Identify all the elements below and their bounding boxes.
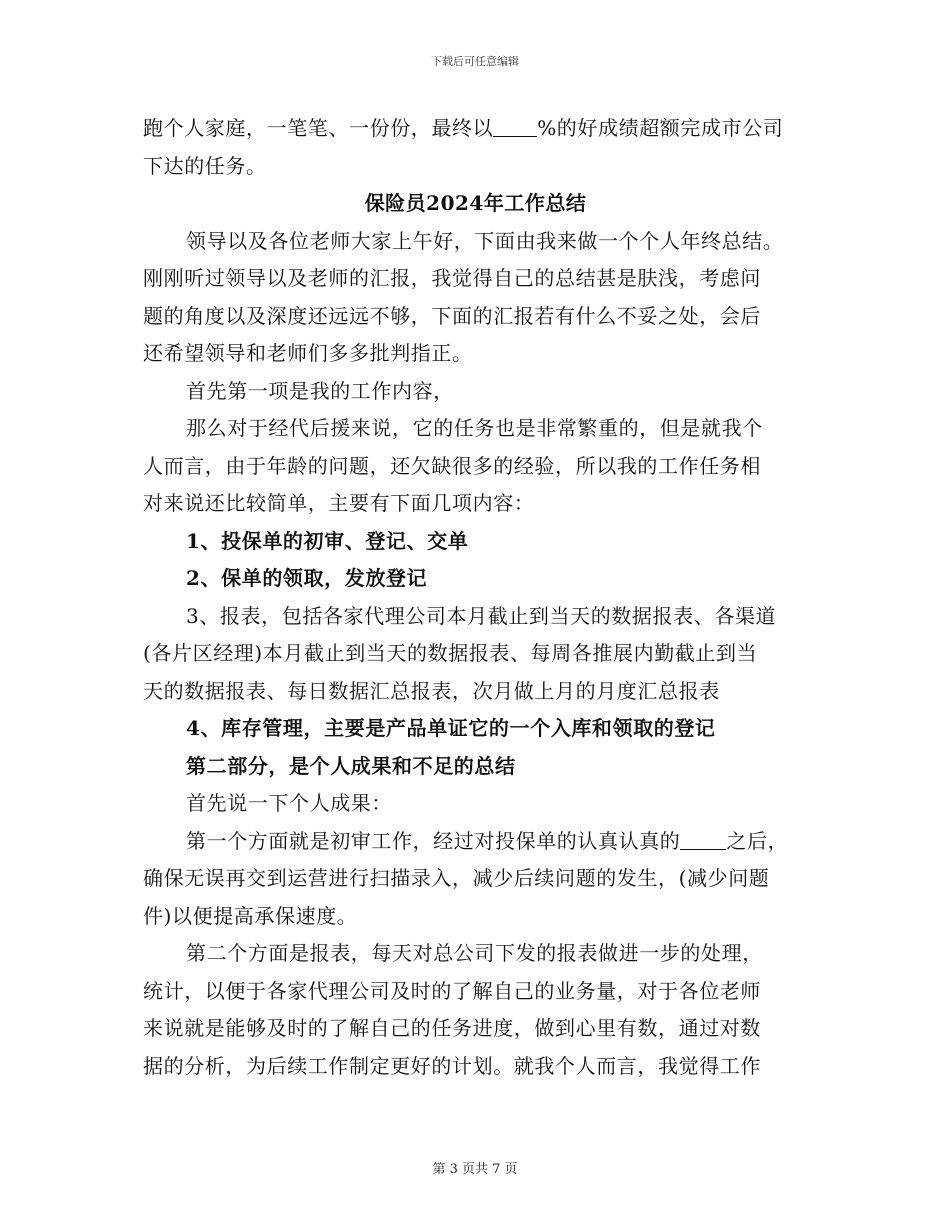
fill-in-blank [493, 118, 537, 137]
list-item: 4、库存管理，主要是产品单证它的一个入库和领取的登记 [186, 716, 716, 740]
text-run: 跑个人家庭，一笔笔、一份份，最终以 [143, 116, 494, 140]
section-heading: 第二部分，是个人成果和不足的总结 [186, 753, 516, 778]
paragraph-line: 第二个方面是报表，每天对总公司下发的报表做进一步的处理， [186, 941, 763, 965]
paragraph-line: 那么对于经代后援来说，它的任务也是非常繁重的，但是就我个 [186, 416, 763, 440]
paragraph-line: (各片区经理)本月截止到当天的数据报表、每周各推展内勤截止到当 [143, 641, 758, 665]
paragraph-line: 首先第一项是我的工作内容， [186, 378, 454, 403]
paragraph-line: 人而言，由于年龄的问题，还欠缺很多的经验，所以我的工作任务相 [143, 453, 761, 478]
page-indicator: 第 3 页共 7 页 [432, 1162, 518, 1177]
paragraph-line: 确保无误再交到运营进行扫描录入，减少后续问题的发生，(减少问题 [143, 866, 770, 890]
paragraph-line: 来说就是能够及时的了解自己的任务进度，做到心里有数，通过对数 [143, 1016, 761, 1040]
paragraph-line: 统计，以便于各家代理公司及时的了解自己的业务量，对于各位老师 [143, 978, 761, 1003]
list-item: 1、投保单的初审、登记、交单 [186, 528, 469, 553]
paragraph-line: 首先说一下个人成果： [186, 791, 392, 815]
text-run: %的好成绩超额完成市公司 [537, 116, 784, 140]
paragraph-line: 对来说还比较简单，主要有下面几项内容： [143, 491, 535, 515]
text-run: 之后， [726, 828, 789, 853]
fill-in-blank [680, 831, 726, 850]
document-title: 保险员2024年工作总结 [364, 191, 587, 215]
paragraph-line [143, 110, 808, 148]
header-note: 下载后可任意编辑 [431, 55, 519, 68]
paragraph-line: 刚刚听过领导以及老师的汇报，我觉得自己的总结甚是肤浅，考虑问 [143, 266, 761, 290]
paragraph-line: 还希望领导和老师们多多批判指正。 [143, 341, 473, 365]
list-item: 2、保单的领取，发放登记 [186, 566, 428, 590]
paragraph-line: 领导以及各位老师大家上午好，下面由我来做一个个人年终总结。 [186, 228, 784, 253]
document-body [143, 110, 808, 1085]
paragraph-line [143, 823, 808, 861]
paragraph-line: 据的分析，为后续工作制定更好的计划。就我个人而言，我觉得工作 [143, 1053, 761, 1078]
list-item: 3、报表，包括各家代理公司本月截止到当天的数据报表、各渠道 [186, 603, 777, 628]
paragraph-line: 天的数据报表、每日数据汇总报表，次月做上月的月度汇总报表 [143, 678, 720, 703]
paragraph-line: 下达的任务。 [143, 153, 267, 178]
paragraph-line: 件)以便提高承保速度。 [143, 903, 358, 928]
paragraph-line: 题的角度以及深度还远远不够，下面的汇报若有什么不妥之处，会后 [143, 303, 761, 328]
text-run: 第一个方面就是初审工作，经过对投保单的认真认真的 [186, 828, 681, 853]
